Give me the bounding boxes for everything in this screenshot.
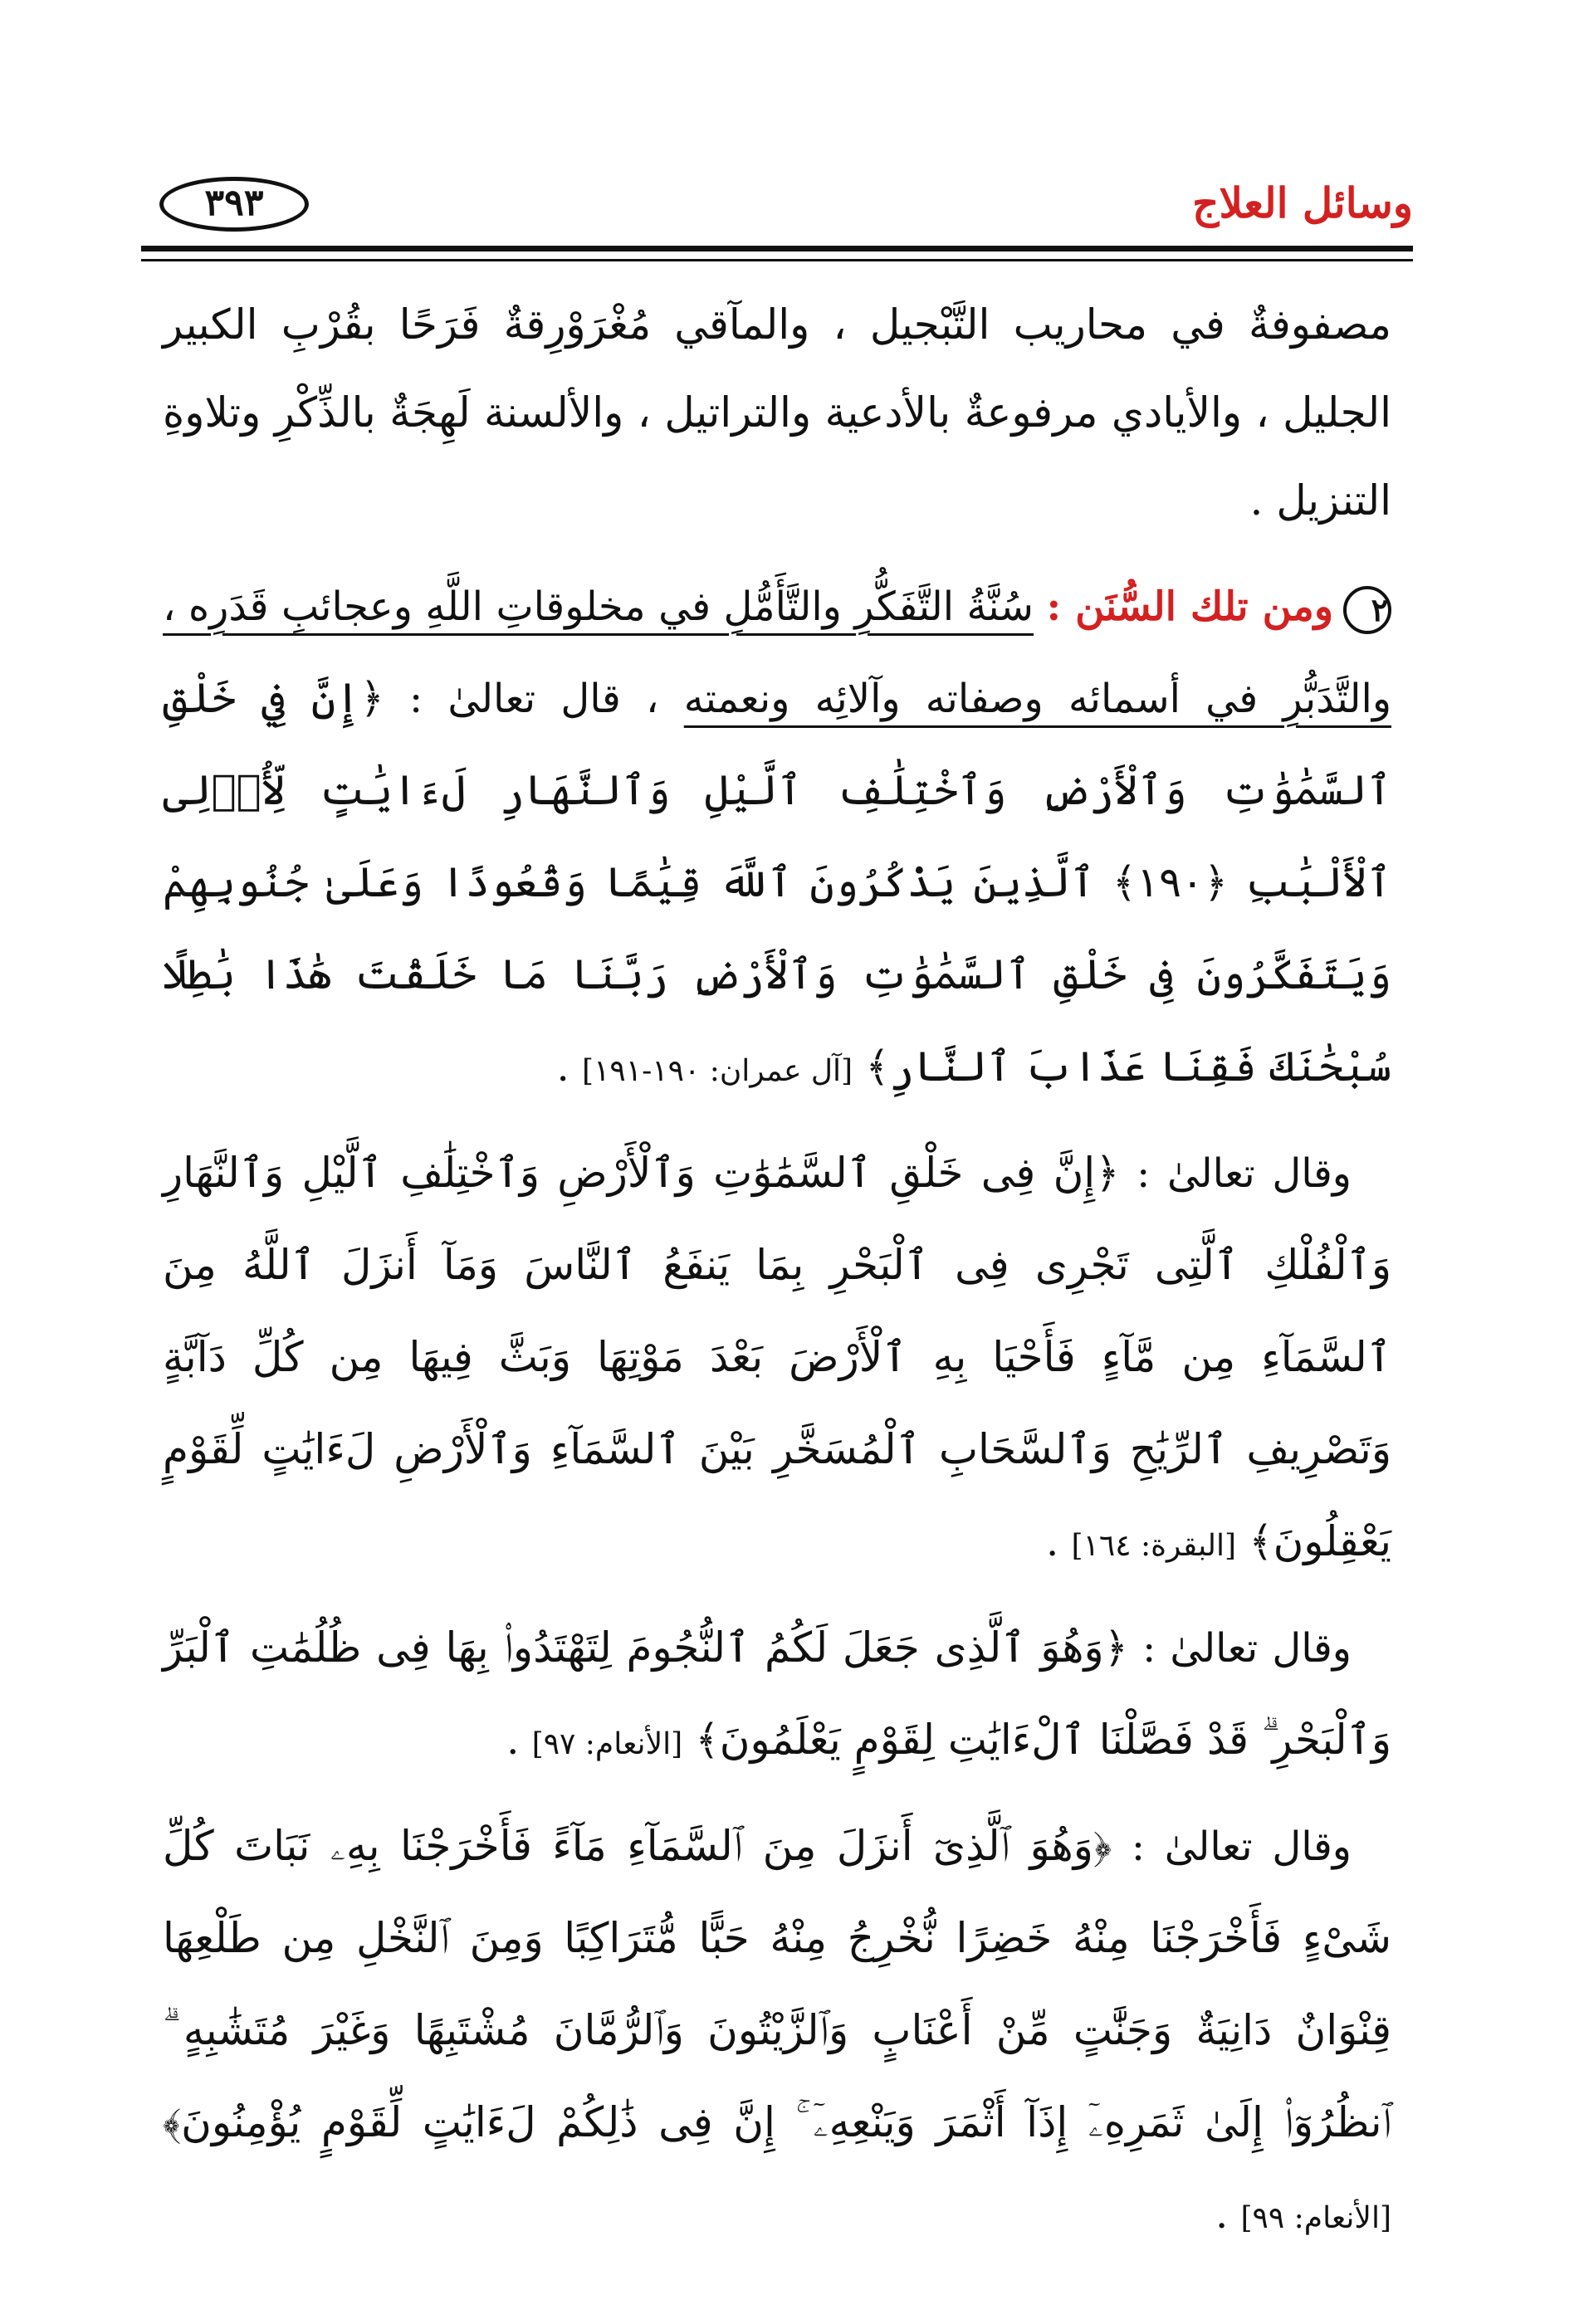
body-text	[163, 281, 1391, 2264]
paragraph-anam-99	[163, 1800, 1391, 2264]
paragraph-baqarah	[163, 1127, 1391, 1592]
sentence-end: .	[1215, 2191, 1229, 2238]
quran-verse: ﴿وَهُوَ ٱلَّذِى جَعَلَ لَكُمُ ٱلنُّجُومَ لِتَهْتَدُوا۟ بِهَا فِى ظُلُمَٰتِ ٱلْبَرِّ وَٱلْبَحْرِ ۗ قَدْ فَصَّلْنَا ٱلْءَايَٰتِ لِقَوْمٍ يَعْلَمُونَ﴾	[163, 1623, 1391, 1764]
header-rule-thick	[141, 246, 1413, 251]
paragraph-contemplation	[163, 561, 1391, 1117]
sentence-end: .	[556, 1044, 570, 1091]
page-number: ٣٩٣	[159, 177, 309, 232]
underlined-phrase: سُنَّةُ التَّفَكُّرِ والتَّأَمُّلِ في مخلوقاتِ اللَّهِ وعجائبِ قَدَرِه ، والتَّدَبُّرِ في أسمائه وصفاته وآلائِه ونعمته	[163, 583, 1392, 722]
verse-reference: [الأنعام: ٩٩]	[1240, 2201, 1391, 2235]
sentence-end: .	[1046, 1519, 1059, 1565]
quran-verse: ﴿إِنَّ فِي خَلْقِ ٱلسَّمَٰوَٰتِ وَٱلْأَرْضِ وَٱخْتِلَٰفِ ٱلَّيْلِ وَٱلنَّهَارِ لَءَايَٰتٍ لِّأُو۟لِى ٱلْأَلْبَٰبِ ﴿١٩٠﴾ ٱلَّذِينَ يَذْكُرُونَ ٱللَّهَ قِيَٰمًا وَقُعُودًا وَعَلَىٰ جُنُوبِهِمْ وَيَتَفَكَّرُونَ فِى خَلْقِ ٱلسَّمَٰوَٰتِ وَٱلْأَرْضِ رَبَّنَا مَا خَلَقْتَ هَٰذَا بَٰطِلًا سُبْحَٰنَكَ فَقِنَا عَذَابَ ٱلنَّارِ﴾	[163, 674, 1391, 1091]
paragraph-intro: مصفوفةٌ في محاريب التَّبْجيل ، والمآقي مُغْرَوْرِقةٌ فَرَحًا بقُرْبِ الكبير الجليل ، والأيادي مرفوعةٌ بالأدعية والتراتيل ، والألسنة لَهِجَةٌ بالذِّكْرِ وتلاوةِ التنزيل .	[163, 300, 1391, 525]
quran-verse: ﴿إِنَّ فِى خَلْقِ ٱلسَّمَٰوَٰتِ وَٱلْأَرْضِ وَٱخْتِلَٰفِ ٱلَّيْلِ وَٱلنَّهَارِ وَٱلْفُلْكِ ٱلَّتِى تَجْرِى فِى ٱلْبَحْرِ بِمَا يَنفَعُ ٱلنَّاسَ وَمَآ أَنزَلَ ٱللَّهُ مِنَ ٱلسَّمَآءِ مِن مَّآءٍ فَأَحْيَا بِهِ ٱلْأَرْضَ بَعْدَ مَوْتِهَا وَبَثَّ فِيهَا مِن كُلِّ دَآبَّةٍ وَتَصْرِيفِ ٱلرِّيَٰحِ وَٱلسَّحَابِ ٱلْمُسَخَّرِ بَيْنَ ٱلسَّمَآءِ وَٱلْأَرْضِ لَءَايَٰتٍ لِّقَوْمٍ يَعْقِلُونَ﴾	[163, 1149, 1391, 1565]
verse-reference: [البقرة: ١٦٤]	[1071, 1529, 1236, 1563]
item-number: ٢	[1343, 586, 1391, 634]
sentence-end: .	[506, 1717, 520, 1764]
quran-verse: ﴿وَهُوَ ٱلَّذِىٓ أَنزَلَ مِنَ ٱلسَّمَآءِ مَآءً فَأَخْرَجْنَا بِهِۦ نَبَاتَ كُلِّ شَىْءٍ فَأَخْرَجْنَا مِنْهُ خَضِرًا نُّخْرِجُ مِنْهُ حَبًّا مُّتَرَاكِبًا وَمِنَ ٱلنَّخْلِ مِن طَلْعِهَا قِنْوَانٌ دَانِيَةٌ وَجَنَّٰتٍ مِّنْ أَعْنَابٍ وَٱلزَّيْتُونَ وَٱلرُّمَّانَ مُشْتَبِهًا وَغَيْرَ مُتَشَٰبِهٍ ۗ ٱنظُرُوٓا۟ إِلَىٰ ثَمَرِهِۦٓ إِذَآ أَثْمَرَ وَيَنْعِهِۦٓ ۚ إِنَّ فِى ذَٰلِكُمْ لَءَايَٰتٍ لِّقَوْمٍ يُؤْمِنُونَ﴾	[163, 1822, 1391, 2146]
verse-reference: [الأنعام: ٩٧]	[531, 1727, 683, 1761]
verse-intro: وقال تعالىٰ :	[1137, 1150, 1352, 1197]
verse-reference: [آل عمران: ١٩٠-١٩١]	[582, 1054, 853, 1088]
running-title: وسائل العلاج	[1192, 178, 1413, 227]
page-header	[141, 170, 1413, 245]
verse-intro: ، قال تعالىٰ :	[409, 676, 659, 722]
verse-intro: وقال تعالىٰ :	[1131, 1824, 1352, 1870]
paragraph-anam-97	[163, 1602, 1391, 1790]
verse-intro: وقال تعالىٰ :	[1142, 1625, 1352, 1672]
header-rule-thin	[141, 259, 1413, 261]
section-lead: ومن تلك السُّنَن :	[1046, 583, 1333, 630]
